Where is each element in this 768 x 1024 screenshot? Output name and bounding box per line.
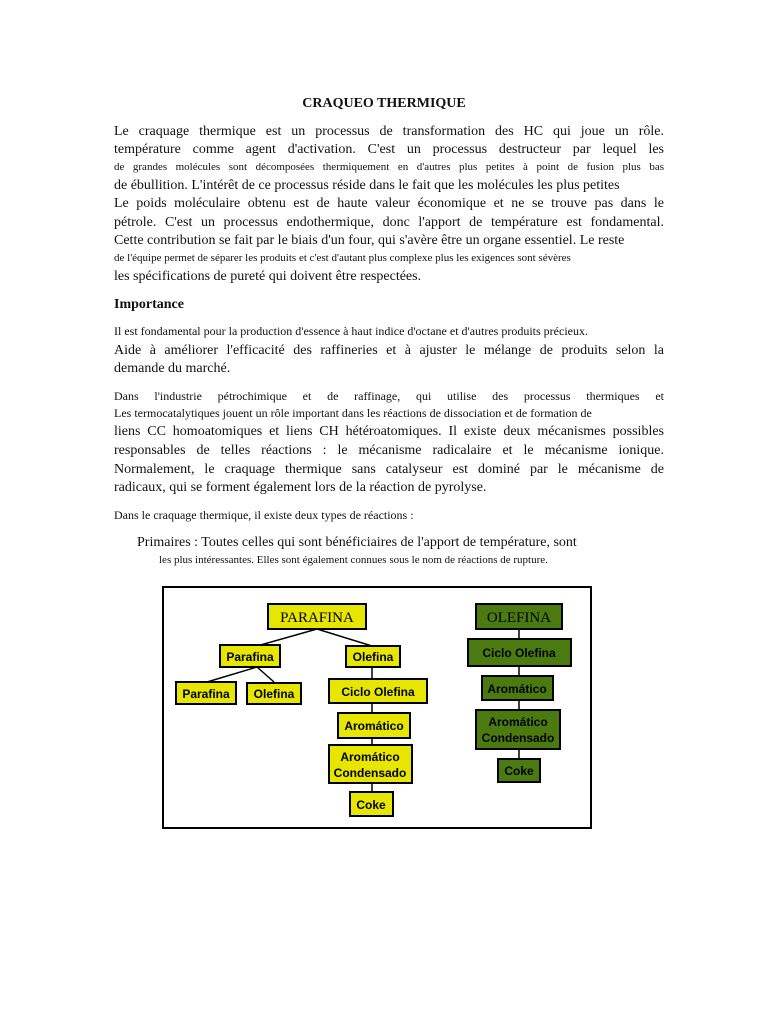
svg-text:OLEFINA: OLEFINA xyxy=(486,610,552,626)
svg-text:Coke: Coke xyxy=(504,764,534,778)
node-olefina-main xyxy=(476,604,562,629)
svg-text:Aromático: Aromático xyxy=(340,750,400,764)
intro-line: Le poids moléculaire obtenu est de haute valeur économique et ne se trouve pas dans le xyxy=(114,196,664,211)
node-parafina-low xyxy=(176,682,236,704)
node-aromatico-green xyxy=(482,676,553,700)
intro-line: de l'équipe permet de séparer les produits et c'est d'autant plus complexe plus les exigences sont sévères xyxy=(114,252,571,264)
node-olefina-mid xyxy=(346,646,400,667)
intro-line: Cette contribution se fait par le biais d'un four, qui s'avère être un organe essentiel. Le reste xyxy=(114,233,625,248)
svg-text:Aromático: Aromático xyxy=(344,719,404,733)
node-aromatico-yellow xyxy=(338,713,410,738)
node-ciclo-olefina-yellow xyxy=(329,679,427,703)
types-line: Dans le craquage thermique, il existe deux types de réactions : xyxy=(114,508,414,522)
intro-line: de grandes molécules sont décomposées thermiquement en d'autres plus petites à point de fusion plus bas xyxy=(114,161,664,173)
svg-text:Olefina: Olefina xyxy=(352,650,394,664)
page-title: CRAQUEO THERMIQUE xyxy=(302,96,466,111)
bullet-item xyxy=(137,535,657,551)
node-parafina-mid xyxy=(220,645,280,667)
svg-text:Ciclo Olefina: Ciclo Olefina xyxy=(341,685,415,699)
importance-line: demande du marché. xyxy=(114,361,231,376)
node-parafina-main xyxy=(268,604,366,629)
intro-line: les spécifications de pureté qui doivent être respectées. xyxy=(114,269,422,284)
svg-text:Parafina: Parafina xyxy=(226,650,274,664)
cracking-diagram xyxy=(162,586,592,829)
mechanism-line: liens CC homoatomiques et liens CH hétéroatomiques. Il existe deux mécanismes possibles xyxy=(114,424,664,439)
node-coke-green xyxy=(498,759,540,782)
node-olefina-low xyxy=(247,683,301,704)
node-coke-yellow xyxy=(350,792,393,816)
svg-text:Parafina: Parafina xyxy=(182,687,230,701)
mechanism-line: responsables de telles réactions : le mécanisme radicalaire et le mécanisme ionique. xyxy=(114,443,664,458)
svg-text:Condensado: Condensado xyxy=(333,766,407,780)
svg-text:Condensado: Condensado xyxy=(481,731,555,745)
bullet-continuation: les plus intéressantes. Elles sont également connues sous le nom de réactions de rupture. xyxy=(159,554,548,566)
svg-text:Aromático: Aromático xyxy=(487,682,547,696)
mechanism-line: radicaux, qui se forment également lors de la réaction de pyrolyse. xyxy=(114,480,487,495)
node-ciclo-olefina-green xyxy=(468,639,571,666)
intro-line: température comme agent d'activation. C'est un processus destructeur par lequel les xyxy=(114,142,664,157)
node-aromatico-condensado-green xyxy=(476,710,560,749)
importance-line: Aide à améliorer l'efficacité des raffineries et à ajuster le mélange de produits selon la xyxy=(114,343,664,358)
bullet-text: Primaires : Toutes celles qui sont bénéficiaires de l'apport de température, sont xyxy=(137,535,577,550)
intro-line: de ébullition. L'intérêt de ce processus réside dans le fait que les molécules les plus petites xyxy=(114,178,620,193)
svg-text:Ciclo Olefina: Ciclo Olefina xyxy=(482,646,556,660)
intro-line: Le craquage thermique est un processus de transformation des HC qui joue un rôle. xyxy=(114,124,664,139)
svg-text:Aromático: Aromático xyxy=(488,715,548,729)
node-aromatico-condensado-yellow xyxy=(329,745,412,783)
mechanism-line: Normalement, le craquage thermique sans catalyseur est dominé par le mécanisme de xyxy=(114,462,664,477)
mechanism-line: Les termocatalytiques jouent un rôle important dans les réactions de dissociation et de formation de xyxy=(114,406,592,420)
importance-heading: Importance xyxy=(114,297,184,312)
svg-text:PARAFINA: PARAFINA xyxy=(280,610,354,626)
mechanism-line: Dans l'industrie pétrochimique et de raffinage, qui utilise des processus thermiques et xyxy=(114,389,664,403)
intro-line: pétrole. C'est un processus endothermique, donc l'apport de température est fondamental. xyxy=(114,215,664,230)
svg-text:Coke: Coke xyxy=(356,798,386,812)
importance-line: Il est fondamental pour la production d'essence à haut indice d'octane et d'autres produits précieux. xyxy=(114,324,588,338)
svg-text:Olefina: Olefina xyxy=(253,687,295,701)
